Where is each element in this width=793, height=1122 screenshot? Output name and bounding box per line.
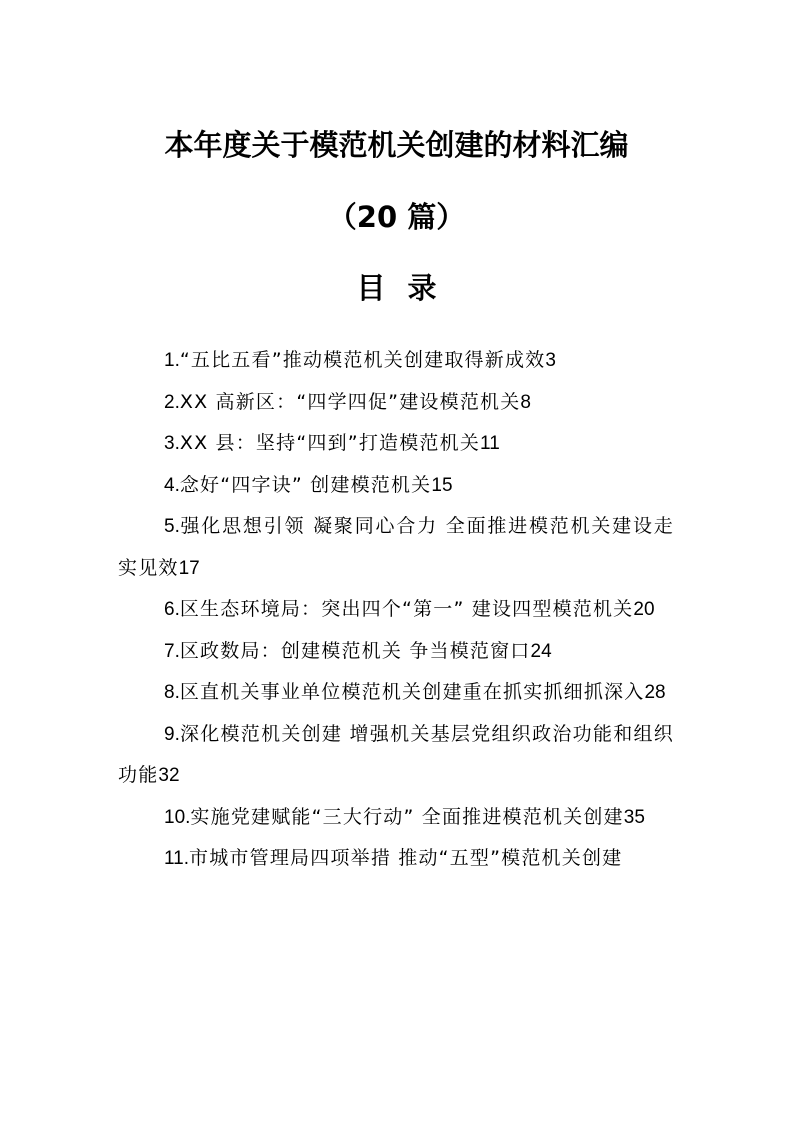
- toc-entry-page: 32: [158, 765, 180, 786]
- toc-entry: [118, 589, 674, 631]
- document-subtitle: （20 篇）: [327, 200, 466, 234]
- toc-entry: [118, 714, 674, 797]
- toc-entry-page: 17: [178, 557, 200, 579]
- toc-entry-page: 8: [520, 391, 531, 413]
- document-title: 本年度关于模范机关创建的材料汇编: [164, 128, 629, 162]
- toc-entry-page: 15: [431, 474, 453, 496]
- toc-entry: [118, 838, 674, 880]
- toc-entry: [118, 672, 674, 714]
- toc-entry-number: 4.: [164, 474, 180, 496]
- toc-entry-title: 念好“四字诀” 创建模范机关: [179, 473, 432, 496]
- toc-entry-number: 7.: [164, 640, 180, 662]
- toc-entry-page: 11: [480, 433, 500, 454]
- toc-entry-title: XX 高新区：“四学四促”建设模范机关: [179, 390, 521, 413]
- table-of-contents: [118, 340, 674, 880]
- toc-entry-page: 28: [644, 682, 666, 703]
- toc-entry: [118, 465, 674, 507]
- toc-entry-page: 24: [530, 640, 552, 662]
- toc-entry-page: 20: [633, 599, 655, 620]
- toc-entry-number: 10.: [164, 806, 191, 828]
- toc-entry-number: 5.: [164, 516, 180, 537]
- toc-entry-title: “五比五看”推动模范机关创建取得新成效: [179, 349, 546, 371]
- toc-entry-title: 强化思想引领 凝聚同心合力 全面推进模范机关建设走实见效: [118, 515, 674, 579]
- toc-entry: [118, 423, 674, 465]
- toc-entry-title: 区直机关事业单位模范机关创建重在抓实抓细抓深入: [179, 681, 645, 703]
- toc-entry-number: 6.: [164, 599, 180, 620]
- toc-entry-title: XX 县：坚持“四到”打造模范机关: [179, 432, 481, 454]
- toc-entry-title: 区生态环境局：突出四个“第一” 建设四型模范机关: [179, 598, 634, 620]
- toc-heading: 目录: [356, 271, 459, 305]
- toc-entry-page: 3: [545, 350, 556, 371]
- toc-entry: [118, 382, 674, 424]
- toc-entry-number: 8.: [164, 682, 180, 703]
- toc-entry-title: 区政数局：创建模范机关 争当模范窗口: [179, 639, 531, 662]
- toc-entry-number: 9.: [164, 723, 180, 745]
- toc-entry-title: 市城市管理局四项举措 推动“五型”模范机关创建: [189, 847, 623, 869]
- toc-entry-title: 实施党建赋能“三大行动” 全面推进模范机关创建: [190, 805, 624, 828]
- toc-entry-number: 3.: [164, 433, 180, 454]
- toc-entry-number: 2.: [164, 391, 180, 413]
- toc-entry: [118, 340, 674, 382]
- toc-entry: [118, 797, 674, 839]
- toc-entry: [118, 506, 674, 589]
- toc-entry-title: 深化模范机关创建 增强机关基层党组织政治功能和组织功能: [118, 722, 674, 786]
- toc-entry-number: 11.: [164, 848, 190, 869]
- toc-entry-page: 35: [623, 806, 645, 828]
- toc-entry: [118, 631, 674, 673]
- toc-entry-number: 1.: [164, 350, 180, 371]
